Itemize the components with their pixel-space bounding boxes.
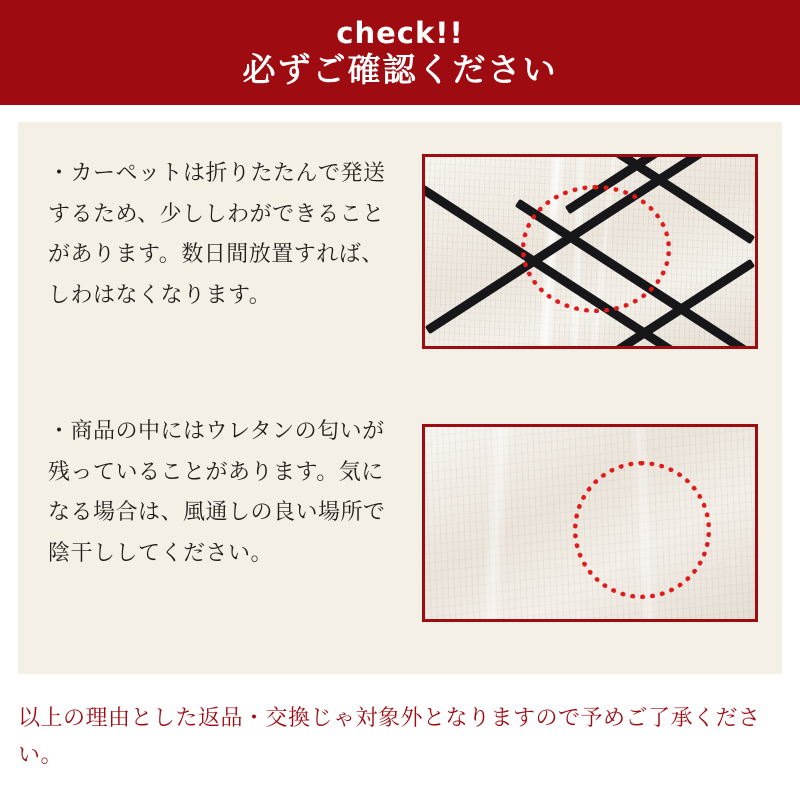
footer-note xyxy=(18,700,782,775)
header-check-label: check!! xyxy=(336,15,464,50)
page-title: 必ずご確認ください xyxy=(242,49,558,89)
note-text-column-1 xyxy=(18,154,388,317)
header-banner xyxy=(0,0,800,105)
note-text-column-2 xyxy=(18,412,388,575)
note-photo-1 xyxy=(422,154,758,349)
highlight-circle-icon xyxy=(573,461,711,599)
note-block-1 xyxy=(18,154,388,317)
note-block-2 xyxy=(18,412,388,575)
note-photo-2 xyxy=(422,424,758,622)
footer-text: 以上の理由とした返品・交換じゃ対象外となりますので予めご了承ください。 xyxy=(18,706,761,769)
note-text-1: ・カーペットは折りたたんで発送するため、少ししわができることがあります。数日間放置すれば、しわはなくなります。 xyxy=(48,161,386,309)
note-text-2: ・商品の中にはウレタンの匂いが残っていることがあります。気になる場合は、風通しの良い場所で陰干ししてください。 xyxy=(48,419,386,567)
notice-panel xyxy=(18,122,782,674)
highlight-circle-icon xyxy=(521,185,671,313)
